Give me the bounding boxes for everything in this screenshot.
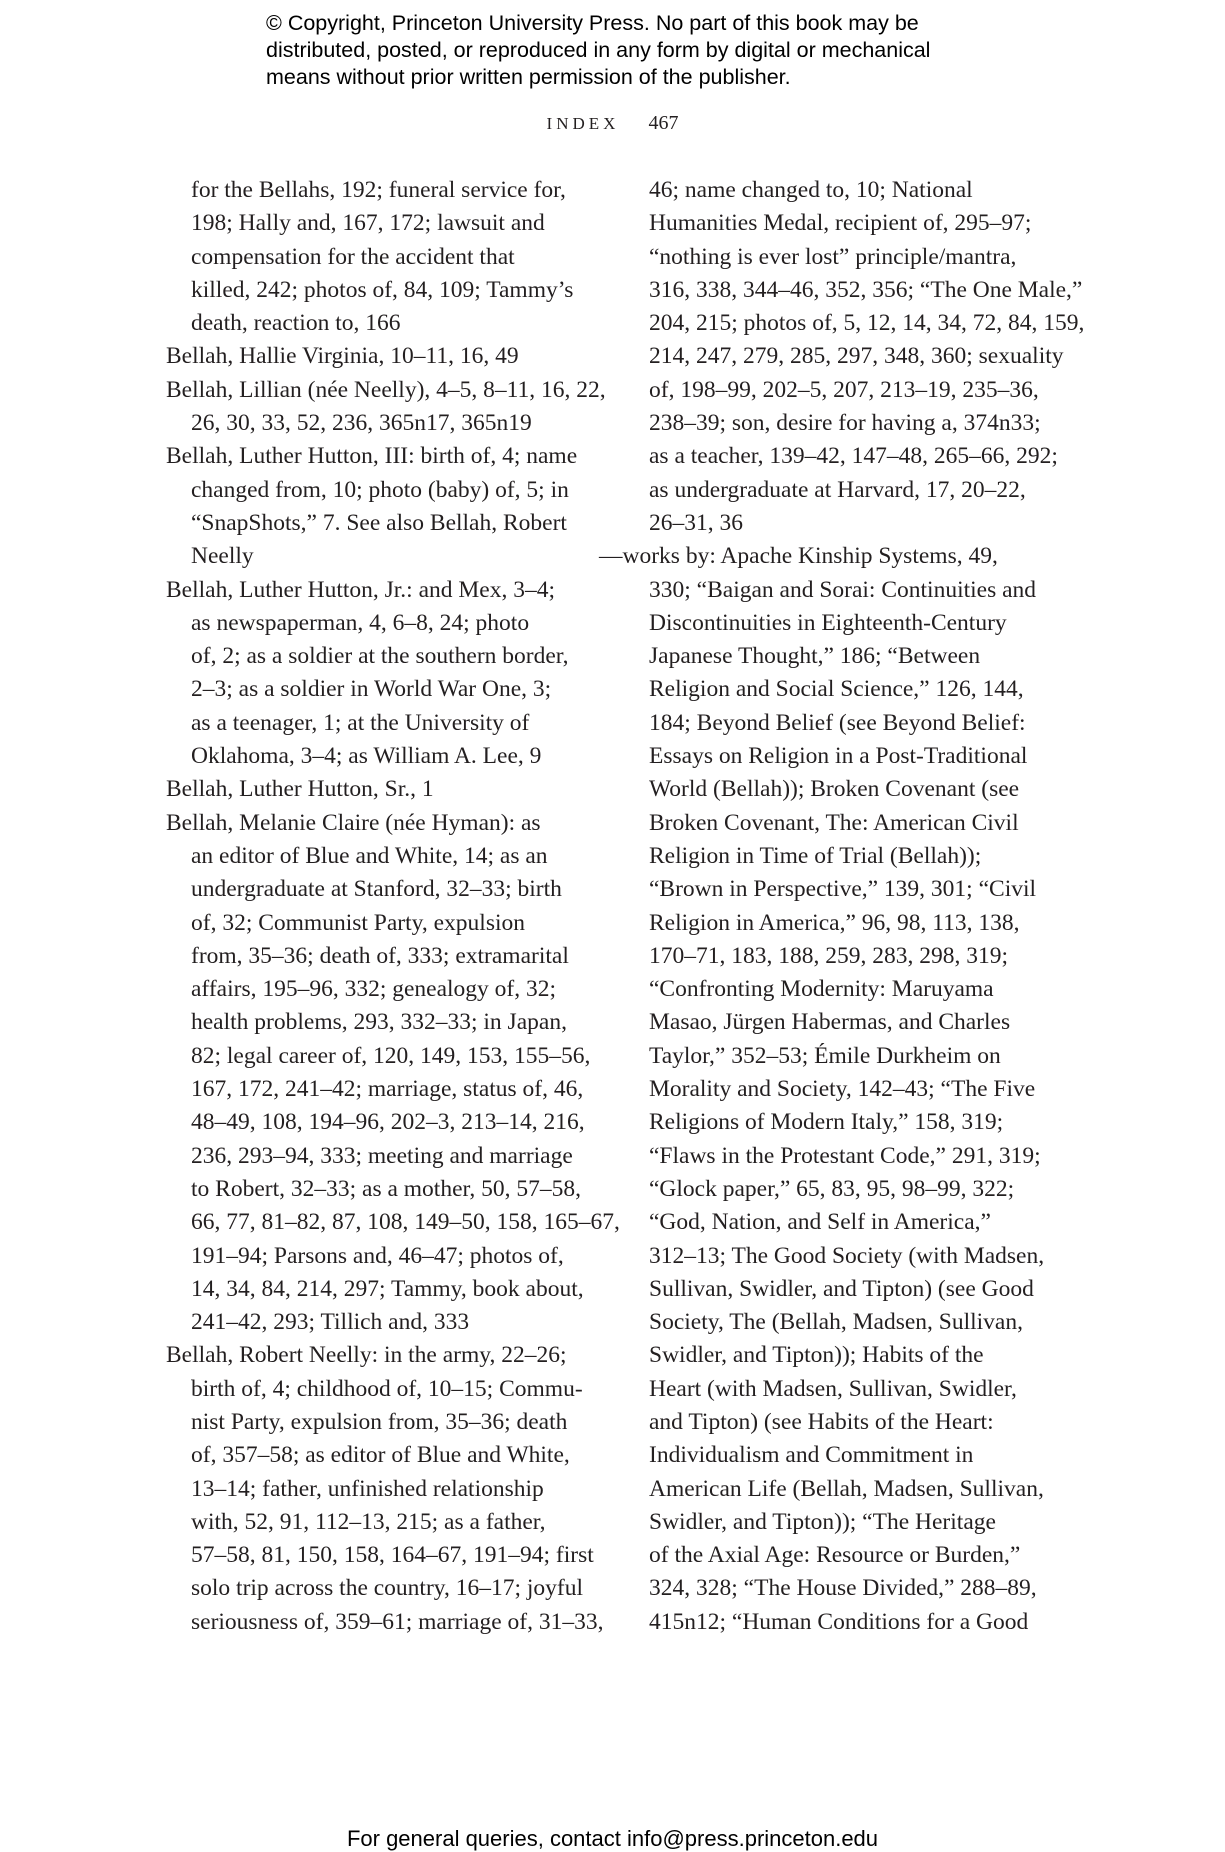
index-line: 312–13; The Good Society (with Madsen, xyxy=(649,1242,1045,1269)
index-line: changed from, 10; photo (baby) of, 5; in xyxy=(191,476,569,503)
index-line: Swidler, and Tipton)); “The Heritage xyxy=(649,1508,996,1535)
index-line: Taylor,” 352–53; Émile Durkheim on xyxy=(649,1042,1001,1069)
index-line: Essays on Religion in a Post-Traditional xyxy=(649,743,1028,770)
index-line: 214, 247, 279, 285, 297, 348, 360; sexuality xyxy=(649,343,1064,370)
index-line: of, 32; Communist Party, expulsion xyxy=(191,909,526,936)
index-line: Swidler, and Tipton)); Habits of the xyxy=(649,1342,984,1369)
index-line: 26–31, 36 xyxy=(649,509,743,536)
index-line: “Glock paper,” 65, 83, 95, 98–99, 322; xyxy=(649,1175,1015,1202)
index-line: Religion in America,” 96, 98, 113, 138, xyxy=(649,909,1020,936)
index-line: Individualism and Commitment in xyxy=(649,1442,974,1469)
index-line: of, 357–58; as editor of Blue and White, xyxy=(191,1442,570,1469)
index-line: 26, 30, 33, 52, 236, 365n17, 365n19 xyxy=(191,410,532,437)
index-line: “Flaws in the Protestant Code,” 291, 319; xyxy=(649,1142,1041,1169)
index-line: of the Axial Age: Resource or Burden,” xyxy=(649,1542,1021,1569)
index-line: 184; Beyond Belief (see Beyond Belief: xyxy=(649,709,1026,736)
index-line: Discontinuities in Eighteenth-Century xyxy=(649,609,1007,636)
running-head-label: INDEX xyxy=(546,114,620,133)
index-line: Sullivan, Swidler, and Tipton) (see Good xyxy=(649,1275,1034,1302)
index-line: from, 35–36; death of, 333; extramarital xyxy=(191,942,569,969)
index-line: 66, 77, 81–82, 87, 108, 149–50, 158, 165–67, xyxy=(191,1209,620,1236)
index-line: 316, 338, 344–46, 352, 356; “The One Male,” xyxy=(649,276,1083,303)
index-line: 241–42, 293; Tillich and, 333 xyxy=(191,1309,470,1336)
index-line: Bellah, Hallie Virginia, 10–11, 16, 49 xyxy=(166,343,519,370)
index-line: with, 52, 91, 112–13, 215; as a father, xyxy=(191,1508,546,1535)
index-line: 191–94; Parsons and, 46–47; photos of, xyxy=(191,1242,564,1269)
index-line: Society, The (Bellah, Madsen, Sullivan, xyxy=(649,1309,1023,1336)
index-line: Religion and Social Science,” 126, 144, xyxy=(649,676,1024,703)
page-number: 467 xyxy=(648,112,679,134)
index-column-left xyxy=(166,174,620,1639)
index-line: 13–14; father, unfinished relationship xyxy=(191,1475,544,1502)
index-line: 2–3; as a soldier in World War One, 3; xyxy=(191,676,552,703)
index-line: “Confronting Modernity: Maruyama xyxy=(649,976,994,1003)
index-line: 238–39; son, desire for having a, 374n33; xyxy=(649,410,1041,437)
index-line: seriousness of, 359–61; marriage of, 31–33, xyxy=(191,1608,604,1635)
index-line: an editor of Blue and White, 14; as an xyxy=(191,842,548,869)
index-line: affairs, 195–96, 332; genealogy of, 32; xyxy=(191,976,557,1003)
copyright-line: distributed, posted, or reproduced in any form by digital or mechanical xyxy=(266,38,931,62)
index-line: solo trip across the country, 16–17; joyful xyxy=(191,1575,584,1602)
index-line: to Robert, 32–33; as a mother, 50, 57–58, xyxy=(191,1175,582,1202)
index-line: —works by: Apache Kinship Systems, 49, xyxy=(599,543,998,570)
index-line: 82; legal career of, 120, 149, 153, 155–56, xyxy=(191,1042,591,1069)
index-line: death, reaction to, 166 xyxy=(191,310,401,337)
index-line: 415n12; “Human Conditions for a Good xyxy=(649,1608,1029,1635)
index-line: 167, 172, 241–42; marriage, status of, 46, xyxy=(191,1076,584,1103)
index-line: nist Party, expulsion from, 35–36; death xyxy=(191,1408,568,1435)
index-line: as undergraduate at Harvard, 17, 20–22, xyxy=(649,476,1026,503)
index-line: 330; “Baigan and Sorai: Continuities and xyxy=(649,576,1037,603)
index-line: 48–49, 108, 194–96, 202–3, 213–14, 216, xyxy=(191,1109,585,1136)
index-line: for the Bellahs, 192; funeral service for, xyxy=(191,177,566,203)
index-line: 46; name changed to, 10; National xyxy=(649,177,973,203)
index-line: compensation for the accident that xyxy=(191,243,515,270)
index-line: as newspaperman, 4, 6–8, 24; photo xyxy=(191,609,530,636)
index-line: 198; Hally and, 167, 172; lawsuit and xyxy=(191,210,545,237)
index-line: Humanities Medal, recipient of, 295–97; xyxy=(649,210,1032,237)
index-line: Bellah, Melanie Claire (née Hyman): as xyxy=(166,809,541,836)
index-line: Bellah, Luther Hutton, Sr., 1 xyxy=(166,776,434,803)
index-line: Bellah, Lillian (née Neelly), 4–5, 8–11, 16, 22, xyxy=(166,376,606,403)
index-line: as a teacher, 139–42, 147–48, 265–66, 292; xyxy=(649,443,1058,470)
index-line: Morality and Society, 142–43; “The Five xyxy=(649,1076,1036,1103)
index-line: Masao, Jürgen Habermas, and Charles xyxy=(649,1009,1011,1036)
copyright-line: © Copyright, Princeton University Press. No part of this book may be xyxy=(266,11,919,35)
index-line: “SnapShots,” 7. See also Bellah, Robert xyxy=(191,509,567,536)
index-line: “Brown in Perspective,” 139, 301; “Civil xyxy=(649,876,1037,903)
index-line: as a teenager, 1; at the University of xyxy=(191,709,530,736)
index-line: Religions of Modern Italy,” 158, 319; xyxy=(649,1109,1004,1136)
index-line: “nothing is ever lost” principle/mantra, xyxy=(649,243,1017,270)
copyright-notice xyxy=(266,10,1026,91)
index-line: World (Bellah)); Broken Covenant (see xyxy=(649,776,1020,803)
index-line: Bellah, Luther Hutton, III: birth of, 4; name xyxy=(166,443,578,470)
index-line: Japanese Thought,” 186; “Between xyxy=(649,643,981,670)
index-line: Bellah, Luther Hutton, Jr.: and Mex, 3–4; xyxy=(166,576,556,603)
index-line: Religion in Time of Trial (Bellah)); xyxy=(649,842,982,869)
index-line: 236, 293–94, 333; meeting and marriage xyxy=(191,1142,573,1169)
index-column-right xyxy=(599,174,1085,1639)
index-line: of, 2; as a soldier at the southern border, xyxy=(191,643,569,670)
index-line: Broken Covenant, The: American Civil xyxy=(649,809,1019,836)
index-line: health problems, 293, 332–33; in Japan, xyxy=(191,1009,567,1036)
index-line: Heart (with Madsen, Sullivan, Swidler, xyxy=(649,1375,1017,1402)
index-line: Oklahoma, 3–4; as William A. Lee, 9 xyxy=(191,743,542,770)
index-line: killed, 242; photos of, 84, 109; Tammy’s xyxy=(191,276,574,303)
index-line: 170–71, 183, 188, 259, 283, 298, 319; xyxy=(649,942,1009,969)
index-line: “God, Nation, and Self in America,” xyxy=(649,1209,991,1236)
index-line: Bellah, Robert Neelly: in the army, 22–26; xyxy=(166,1342,567,1369)
index-line: 204, 215; photos of, 5, 12, 14, 34, 72, 84, 159, xyxy=(649,310,1085,337)
index-line: American Life (Bellah, Madsen, Sullivan, xyxy=(649,1475,1044,1502)
index-line: 324, 328; “The House Divided,” 288–89, xyxy=(649,1575,1037,1602)
footer-contact: For general queries, contact info@press.princeton.edu xyxy=(346,1826,879,1851)
index-line: of, 198–99, 202–5, 207, 213–19, 235–36, xyxy=(649,376,1039,403)
index-line: and Tipton) (see Habits of the Heart: xyxy=(649,1408,994,1435)
copyright-line: means without prior written permission of the publisher. xyxy=(266,65,791,89)
running-head xyxy=(0,112,1225,135)
index-line: birth of, 4; childhood of, 10–15; Commu- xyxy=(191,1375,583,1402)
index-line: Neelly xyxy=(191,543,254,570)
index-line: 14, 34, 84, 214, 297; Tammy, book about, xyxy=(191,1275,584,1302)
index-line: 57–58, 81, 150, 158, 164–67, 191–94; first xyxy=(191,1542,594,1569)
index-line: undergraduate at Stanford, 32–33; birth xyxy=(191,876,562,903)
